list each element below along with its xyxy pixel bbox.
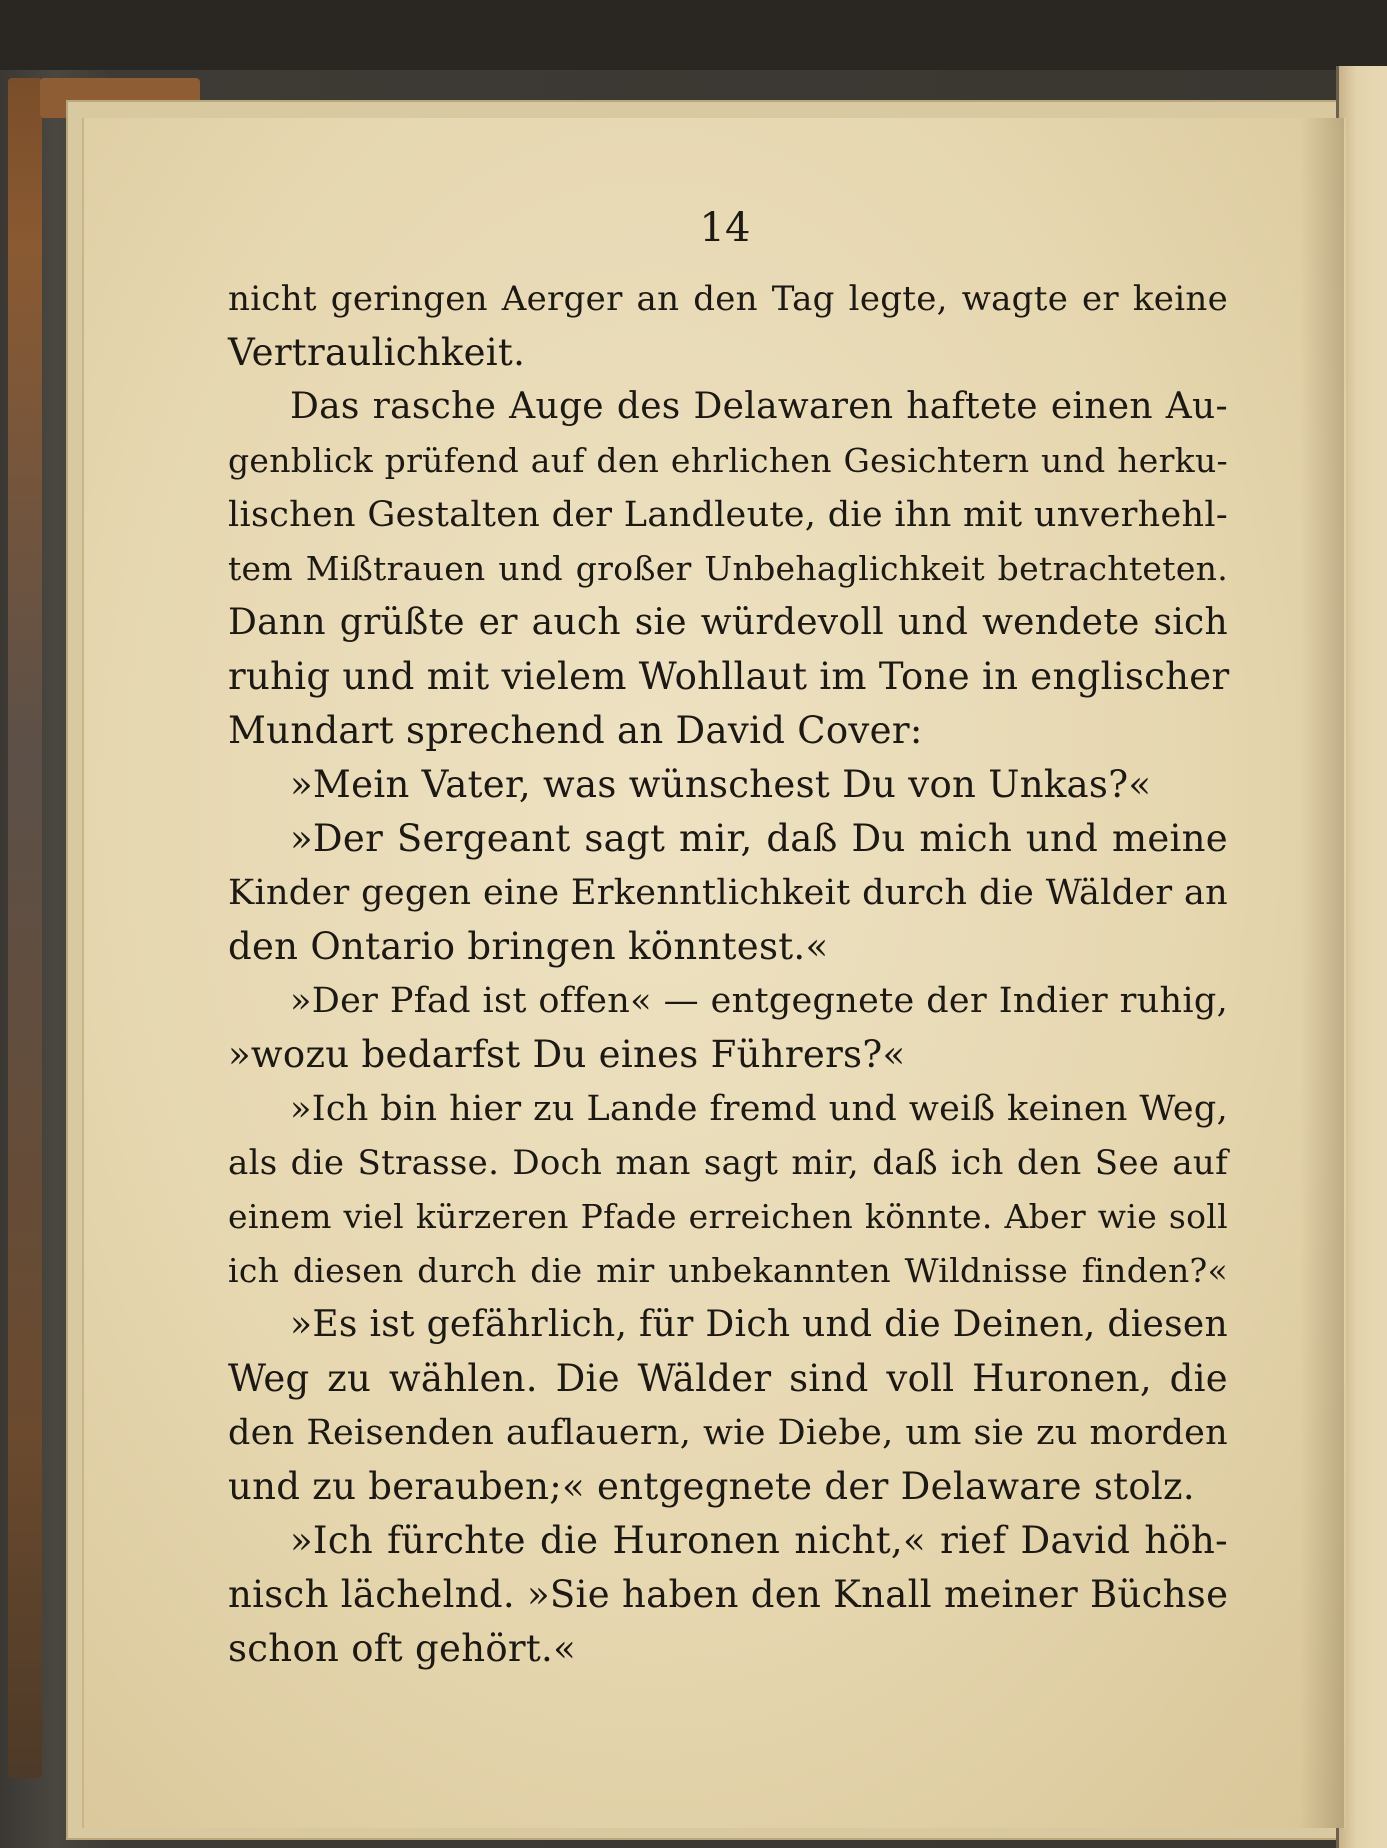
page-number: 14 bbox=[699, 205, 751, 251]
page-gutter bbox=[1300, 118, 1344, 1828]
text-line: und zu berauben;« entgegnete der Delaware stolz. bbox=[228, 1465, 1195, 1508]
text-line: »Der Sergeant sagt mir, daß Du mich und meine bbox=[290, 817, 1228, 860]
text-line: den Ontario bringen könntest.« bbox=[228, 925, 829, 968]
text-line: Vertraulichkeit. bbox=[228, 331, 526, 374]
text-line: nisch lächelnd. »Sie haben den Knall meiner Büchse bbox=[228, 1573, 1229, 1616]
text-line: »Der Pfad ist offen« — entgegnete der Indier ruhig, bbox=[290, 981, 1228, 1021]
text-line: tem Mißtrauen und großer Unbehaglichkeit betrachteten. bbox=[228, 549, 1228, 588]
text-line: genblick prüfend auf den ehrlichen Gesichtern und herku- bbox=[228, 441, 1228, 480]
text-line: Mundart sprechend an David Cover: bbox=[228, 709, 923, 752]
text-line: »Ich bin hier zu Lande fremd und weiß keinen Weg, bbox=[290, 1089, 1228, 1129]
text-line: »Ich fürchte die Huronen nicht,« rief David höh- bbox=[290, 1519, 1228, 1562]
text-line: Weg zu wählen. Die Wälder sind voll Huronen, die bbox=[228, 1357, 1228, 1400]
text-line: nicht geringen Aerger an den Tag legte, wagte er keine bbox=[228, 279, 1228, 319]
text-line: Das rasche Auge des Delawaren haftete einen Au- bbox=[290, 386, 1228, 427]
text-line: lischen Gestalten der Landleute, die ihn mit unverhehl- bbox=[228, 495, 1228, 535]
text-line: schon oft gehört.« bbox=[228, 1627, 577, 1670]
text-line: ich diesen durch die mir unbekannten Wildnisse finden?« bbox=[228, 1251, 1228, 1290]
page-text bbox=[228, 272, 1228, 1676]
text-line: ruhig und mit vielem Wohllaut im Tone in englischer bbox=[228, 655, 1230, 698]
text-line: »wozu bedarfst Du eines Führers?« bbox=[228, 1033, 906, 1076]
text-line: »Mein Vater, was wünschest Du von Unkas?« bbox=[290, 763, 1152, 806]
cover-edge bbox=[8, 78, 42, 1778]
text-line: Dann grüßte er auch sie würdevoll und wendete sich bbox=[228, 602, 1228, 643]
text-line: Kinder gegen eine Erkenntlichkeit durch die Wälder an bbox=[228, 873, 1228, 913]
text-line: als die Strasse. Doch man sagt mir, daß ich den See auf bbox=[228, 1143, 1228, 1183]
text-line: einem viel kürzeren Pfade erreichen könnte. Aber wie soll bbox=[228, 1197, 1228, 1236]
text-line: den Reisenden auflauern, wie Diebe, um sie zu morden bbox=[228, 1413, 1228, 1453]
text-line: »Es ist gefährlich, für Dich und die Deinen, diesen bbox=[290, 1304, 1228, 1345]
